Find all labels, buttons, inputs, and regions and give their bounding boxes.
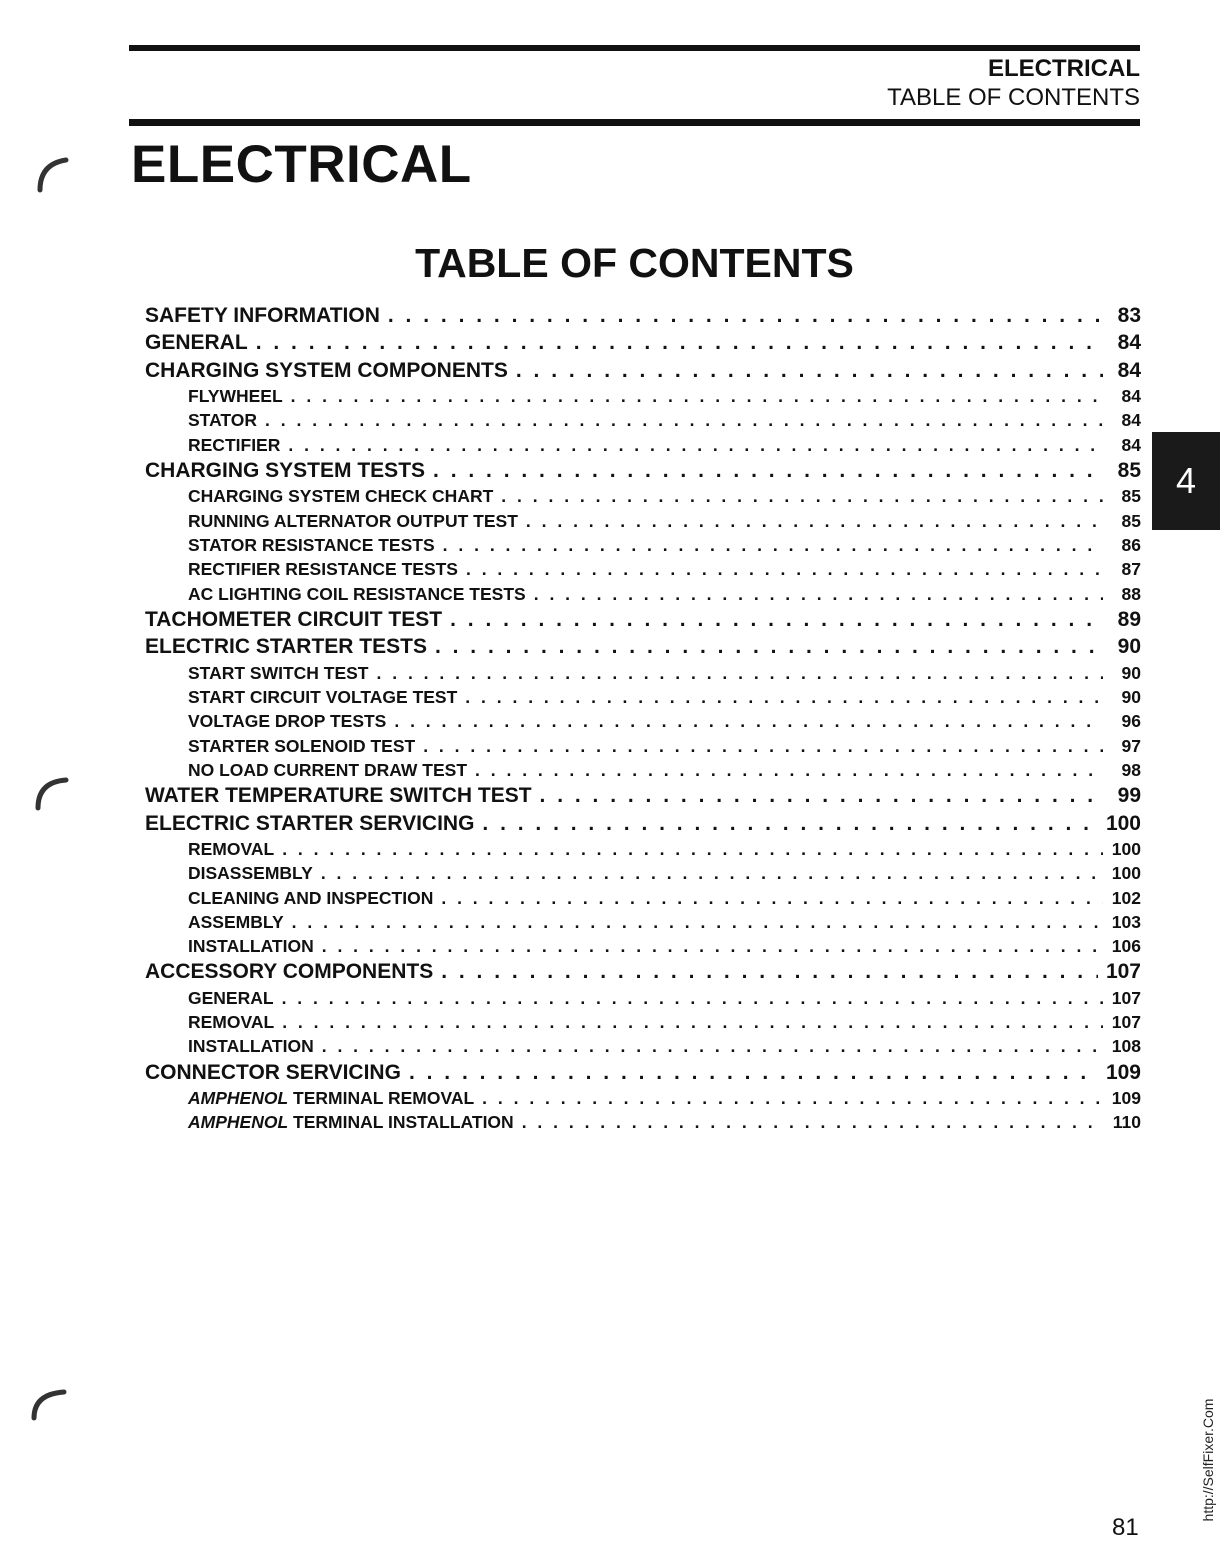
toc-entry-page: 85 [1121, 486, 1141, 507]
toc-entry[interactable] [145, 1061, 1141, 1088]
toc-entry[interactable] [145, 960, 1141, 987]
dot-leader [288, 435, 1103, 456]
toc-entry-page: 98 [1121, 759, 1141, 780]
toc-entry-title-rest: TERMINAL INSTALLATION [288, 1112, 514, 1133]
toc-entry[interactable] [145, 1088, 1141, 1112]
toc-entry-title: STARTER SOLENOID TEST [188, 735, 416, 756]
toc-entry[interactable] [145, 635, 1141, 662]
toc-entry[interactable] [145, 535, 1141, 559]
toc-entry-title: CLEANING AND INSPECTION [188, 887, 434, 908]
toc-entry-page: 109 [1111, 1088, 1141, 1109]
toc-entry[interactable] [145, 812, 1141, 839]
table-of-contents [145, 304, 1141, 1137]
toc-entry-page: 87 [1121, 559, 1141, 580]
toc-entry-title: START CIRCUIT VOLTAGE TEST [188, 687, 458, 708]
toc-entry-title: REMOVAL [188, 838, 275, 859]
header-rule-bottom [129, 119, 1140, 126]
dot-leader [516, 359, 1103, 383]
dot-leader [292, 912, 1103, 933]
toc-entry[interactable] [145, 912, 1141, 936]
dot-leader [522, 1112, 1103, 1133]
toc-entry-title: VOLTAGE DROP TESTS [188, 711, 387, 732]
dot-leader [435, 635, 1103, 659]
toc-entry-title [188, 1088, 474, 1109]
dot-leader [501, 486, 1103, 507]
toc-entry-page: 107 [1105, 960, 1141, 984]
dot-leader [322, 1036, 1103, 1057]
header-rule-top [129, 45, 1140, 51]
toc-entry-title: NO LOAD CURRENT DRAW TEST [188, 759, 468, 780]
toc-entry-page: 84 [1121, 410, 1141, 431]
toc-entry-title-italic: AMPHENOL [188, 1088, 289, 1109]
dot-leader [322, 936, 1103, 957]
toc-entry-title: DISASSEMBLY [188, 863, 313, 884]
toc-entry-title: STATOR RESISTANCE TESTS [188, 535, 435, 556]
watermark-text: http://SelfFixer.Com [1200, 1398, 1216, 1522]
toc-entry-title: CHARGING SYSTEM COMPONENTS [145, 358, 508, 382]
toc-entry[interactable] [145, 888, 1141, 912]
dot-leader [409, 1061, 1098, 1085]
toc-entry-page: 109 [1105, 1060, 1141, 1084]
toc-entry[interactable] [145, 410, 1141, 434]
toc-entry-page: 85 [1121, 510, 1141, 531]
toc-entry-title: ELECTRIC STARTER SERVICING [145, 811, 475, 835]
dot-leader [443, 535, 1103, 556]
toc-entry-page: 88 [1121, 583, 1141, 604]
toc-entry-title: STATOR [188, 410, 258, 431]
toc-entry-page: 89 [1117, 607, 1141, 631]
toc-entry-title: WATER TEMPERATURE SWITCH TEST [145, 784, 532, 808]
toc-entry-title: GENERAL [188, 987, 274, 1008]
toc-entry-title-rest: TERMINAL REMOVAL [288, 1088, 475, 1109]
toc-entry-page: 84 [1117, 358, 1141, 382]
toc-entry-title-italic: AMPHENOL [188, 1112, 289, 1133]
toc-entry[interactable] [145, 584, 1141, 608]
toc-entry-page: 107 [1111, 1012, 1141, 1033]
dot-leader [475, 760, 1103, 781]
toc-entry-title: AC LIGHTING COIL RESISTANCE TESTS [188, 583, 526, 604]
dot-leader [265, 410, 1103, 431]
dot-leader [282, 988, 1103, 1009]
toc-entry-title: CONNECTOR SERVICING [145, 1060, 401, 1084]
dot-leader [482, 1088, 1103, 1109]
dot-leader [433, 459, 1103, 483]
toc-entry-title: CHARGING SYSTEM CHECK CHART [188, 486, 494, 507]
toc-entry-title: CHARGING SYSTEM TESTS [145, 459, 426, 483]
toc-entry-page: 90 [1121, 662, 1141, 683]
watermark [1196, 1390, 1220, 1530]
toc-entry-page: 83 [1117, 304, 1141, 327]
toc-entry[interactable] [145, 459, 1141, 486]
toc-entry[interactable] [145, 435, 1141, 459]
toc-entry-page: 96 [1121, 711, 1141, 732]
toc-entry[interactable] [145, 760, 1141, 784]
dot-leader [466, 559, 1103, 580]
toc-entry-title: START SWITCH TEST [188, 662, 369, 683]
toc-entry-page: 97 [1121, 735, 1141, 756]
dot-leader [441, 960, 1098, 984]
toc-entry-page: 102 [1111, 887, 1141, 908]
toc-entry-title: SAFETY INFORMATION [145, 304, 380, 327]
chapter-title: ELECTRICAL [131, 135, 472, 194]
running-header-subtitle: TABLE OF CONTENTS [887, 84, 1140, 111]
toc-entry-title: ASSEMBLY [188, 911, 284, 932]
toc-entry-page: 86 [1121, 535, 1141, 556]
toc-entry-title: ELECTRIC STARTER TESTS [145, 635, 427, 659]
toc-entry-title: FLYWHEEL [188, 386, 283, 407]
page-number: 81 [1112, 1514, 1139, 1541]
binder-hole-mark-icon [26, 1378, 76, 1428]
toc-entry-page: 108 [1111, 1036, 1141, 1057]
toc-entry-page: 99 [1117, 784, 1141, 808]
dot-leader [291, 386, 1103, 407]
toc-entry[interactable] [145, 863, 1141, 887]
toc-entry-title: RECTIFIER RESISTANCE TESTS [188, 559, 458, 580]
binder-hole-mark-icon [30, 768, 80, 818]
toc-entry-title: RECTIFIER [188, 434, 281, 455]
toc-entry-page: 84 [1121, 386, 1141, 407]
chapter-tab [1152, 432, 1220, 530]
binder-hole-mark-icon [32, 150, 82, 200]
toc-entry[interactable] [145, 486, 1141, 510]
toc-entry[interactable] [145, 1112, 1141, 1136]
toc-entry-title [188, 1112, 514, 1133]
toc-entry[interactable] [145, 386, 1141, 410]
toc-entry-page: 90 [1121, 687, 1141, 708]
toc-entry-title: TACHOMETER CIRCUIT TEST [145, 607, 443, 631]
dot-leader [423, 736, 1103, 757]
toc-entry-title: INSTALLATION [188, 1036, 314, 1057]
dot-leader [388, 304, 1103, 328]
dot-leader [282, 839, 1103, 860]
dot-leader [321, 863, 1103, 884]
toc-entry[interactable] [145, 1036, 1141, 1060]
toc-entry-page: 90 [1117, 635, 1141, 659]
toc-entry-title: REMOVAL [188, 1012, 275, 1033]
toc-entry[interactable] [145, 663, 1141, 687]
dot-leader [540, 784, 1103, 808]
dot-leader [377, 663, 1104, 684]
toc-entry-page: 100 [1111, 838, 1141, 859]
toc-entry-page: 106 [1111, 936, 1141, 957]
dot-leader [441, 888, 1103, 909]
toc-entry-page: 107 [1111, 987, 1141, 1008]
dot-leader [256, 331, 1103, 355]
toc-entry[interactable] [145, 687, 1141, 711]
toc-entry[interactable] [145, 608, 1141, 635]
toc-entry-title: GENERAL [145, 331, 248, 355]
chapter-tab-number: 4 [1175, 460, 1197, 501]
dot-leader [282, 1012, 1103, 1033]
dot-leader [526, 511, 1103, 532]
toc-entry-page: 103 [1111, 911, 1141, 932]
running-header-section: ELECTRICAL [988, 55, 1140, 82]
toc-entry[interactable] [145, 559, 1141, 583]
toc-entry-title: INSTALLATION [188, 936, 314, 957]
toc-entry-title: RUNNING ALTERNATOR OUTPUT TEST [188, 510, 518, 531]
toc-entry-page: 85 [1117, 459, 1141, 483]
toc-entry-page: 100 [1111, 863, 1141, 884]
toc-entry[interactable] [145, 511, 1141, 535]
dot-leader [394, 711, 1103, 732]
dot-leader [482, 812, 1098, 836]
toc-entry-page: 100 [1105, 811, 1141, 835]
dot-leader [534, 584, 1103, 605]
toc-entry[interactable] [145, 736, 1141, 760]
toc-title: TABLE OF CONTENTS [415, 240, 854, 286]
toc-entry[interactable] [145, 304, 1141, 331]
toc-entry[interactable] [145, 839, 1141, 863]
toc-entry[interactable] [145, 331, 1141, 358]
toc-entry-page: 84 [1117, 331, 1141, 355]
toc-entry[interactable] [145, 359, 1141, 386]
toc-entry[interactable] [145, 988, 1141, 1012]
toc-entry-page: 84 [1121, 434, 1141, 455]
toc-entry-page: 110 [1112, 1112, 1141, 1133]
dot-leader [465, 687, 1103, 708]
toc-entry[interactable] [145, 711, 1141, 735]
toc-entry[interactable] [145, 936, 1141, 960]
dot-leader [450, 608, 1103, 632]
toc-entry[interactable] [145, 1012, 1141, 1036]
running-header [887, 54, 1140, 112]
toc-entry[interactable] [145, 784, 1141, 811]
toc-entry-title: ACCESSORY COMPONENTS [145, 960, 434, 984]
